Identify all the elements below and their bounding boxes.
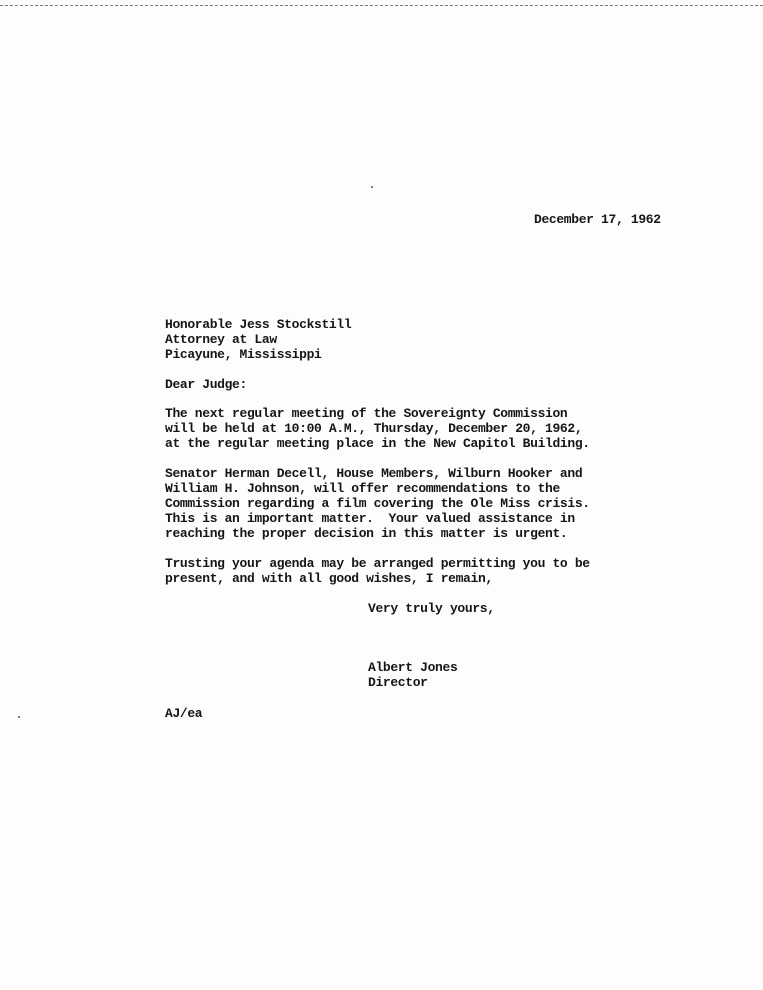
paragraph-line: Commission regarding a film covering the Ole Miss crisis. bbox=[165, 496, 590, 511]
paragraph-line: reaching the proper decision in this matter is urgent. bbox=[165, 526, 568, 541]
salutation: Dear Judge: bbox=[165, 377, 247, 392]
scan-speck bbox=[18, 716, 20, 718]
paragraph-line: William H. Johnson, will offer recommendations to the bbox=[165, 481, 560, 496]
signer-title: Director bbox=[368, 675, 428, 690]
paragraph-line: The next regular meeting of the Sovereignty Commission bbox=[165, 406, 568, 421]
page-top-edge bbox=[0, 5, 763, 6]
paragraph-line: will be held at 10:00 A.M., Thursday, December 20, 1962, bbox=[165, 421, 583, 436]
paragraph-line: Senator Herman Decell, House Members, Wilburn Hooker and bbox=[165, 466, 583, 481]
paragraph-line: present, and with all good wishes, I remain, bbox=[165, 571, 493, 586]
recipient-name: Honorable Jess Stockstill bbox=[165, 317, 352, 332]
signer-name: Albert Jones bbox=[368, 660, 458, 675]
complimentary-close: Very truly yours, bbox=[368, 601, 495, 616]
paragraph-line: Trusting your agenda may be arranged permitting you to be bbox=[165, 556, 590, 571]
reference-initials: AJ/ea bbox=[165, 706, 203, 721]
recipient-location: Picayune, Mississippi bbox=[165, 347, 322, 362]
scan-speck bbox=[371, 186, 373, 188]
recipient-title: Attorney at Law bbox=[165, 332, 277, 347]
paragraph-line: This is an important matter. Your valued assistance in bbox=[165, 511, 575, 526]
letter-date: December 17, 1962 bbox=[534, 212, 661, 227]
paragraph-line: at the regular meeting place in the New Capitol Building. bbox=[165, 436, 590, 451]
